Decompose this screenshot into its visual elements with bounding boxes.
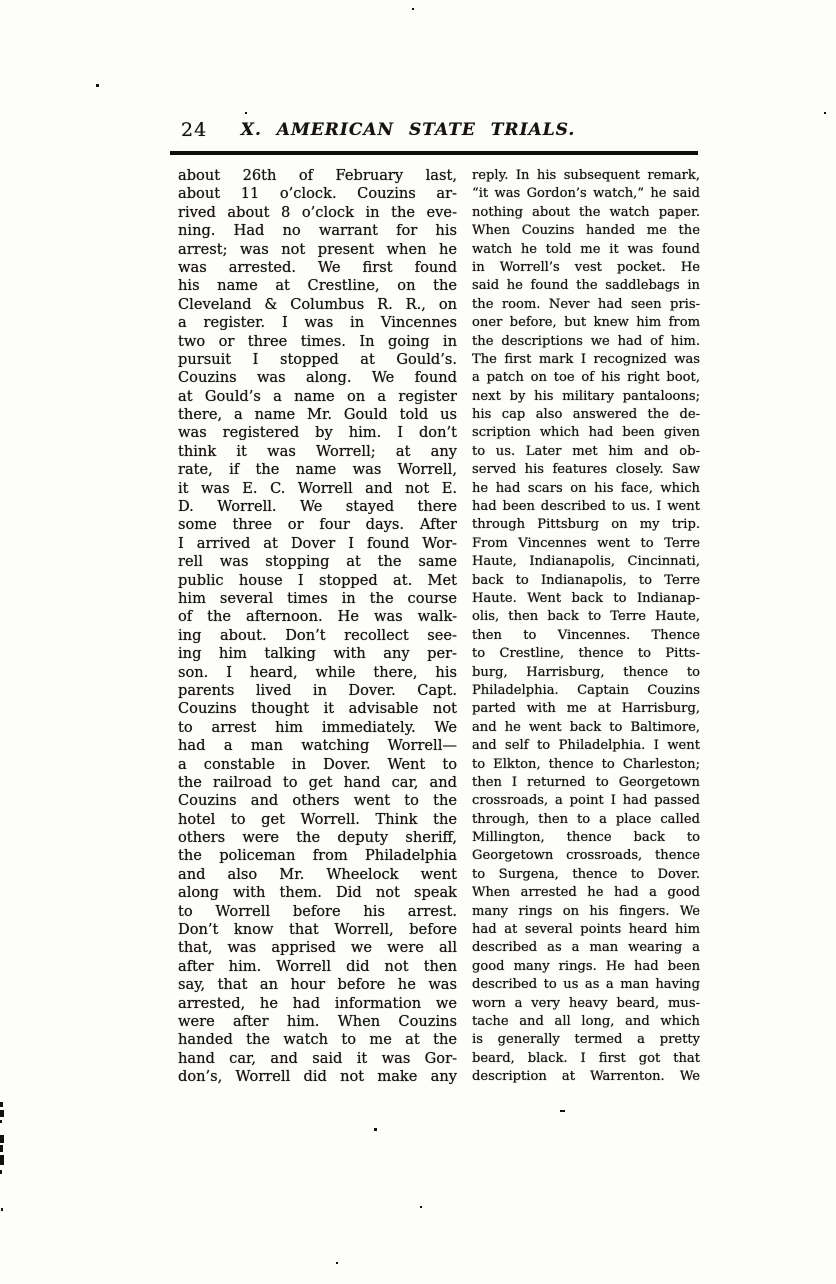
- text-line: the room. Never had seen pris-: [472, 296, 700, 312]
- scan-speck: [96, 84, 99, 87]
- text-line: rate, if the name was Worrell,: [178, 461, 457, 479]
- text-line: watch he told me it was found: [472, 241, 700, 257]
- text-line: many rings on his fingers. We: [472, 903, 700, 919]
- scan-speck: [420, 1206, 422, 1208]
- text-line: then I returned to Georgetown: [472, 774, 700, 790]
- text-line: arrest; was not present when he: [178, 240, 457, 258]
- text-line: described as a man wearing a: [472, 940, 700, 956]
- text-line: beard, black. I first got that: [472, 1050, 700, 1066]
- text-line: Millington, thence back to: [472, 830, 700, 846]
- text-line: some three or four days. After: [178, 516, 457, 534]
- text-line: described to us as a man having: [472, 977, 700, 993]
- text-line: D. Worrell. We stayed there: [178, 498, 457, 516]
- text-line: is generally termed a pretty: [472, 1032, 700, 1048]
- text-line: it was E. C. Worrell and not E.: [178, 479, 457, 497]
- scan-edge-mark: [1, 1208, 3, 1211]
- text-line: and self to Philadelphia. I went: [472, 738, 700, 754]
- text-line: scription which had been given: [472, 425, 700, 441]
- text-line: ning. Had no warrant for his: [178, 222, 457, 240]
- text-line: and he went back to Baltimore,: [472, 719, 700, 735]
- text-line: ing him talking with any per-: [178, 645, 457, 663]
- text-line: ing about. Don’t recollect see-: [178, 626, 457, 644]
- text-line: about 11 o’clock. Couzins ar-: [178, 185, 457, 203]
- text-line: olis, then back to Terre Haute,: [472, 609, 700, 625]
- text-line: arrested, he had information we: [178, 994, 457, 1012]
- text-line: description at Warrenton. We: [472, 1069, 700, 1085]
- scan-edge-mark: [0, 1145, 3, 1152]
- text-line: then to Vincennes. Thence: [472, 627, 700, 643]
- text-line: next by his military pantaloons;: [472, 388, 700, 404]
- text-line: the policeman from Philadelphia: [178, 847, 457, 865]
- text-line: son. I heard, while there, his: [178, 663, 457, 681]
- scan-edge-mark: [0, 1155, 4, 1165]
- scan-speck: [374, 1128, 377, 1131]
- text-line: hotel to get Worrell. Think the: [178, 810, 457, 828]
- left-column: [178, 167, 457, 1087]
- text-line: I arrived at Dover I found Wor-: [178, 534, 457, 552]
- text-line: at Gould’s a name on a register: [178, 387, 457, 405]
- text-line: along with them. Did not speak: [178, 884, 457, 902]
- text-line: served his features closely. Saw: [472, 462, 700, 478]
- text-line: two or three times. In going in: [178, 332, 457, 350]
- text-line: parents lived in Dover. Capt.: [178, 681, 457, 699]
- text-line: burg, Harrisburg, thence to: [472, 664, 700, 680]
- scan-edge-mark: [0, 1110, 4, 1117]
- scan-edge-mark: [0, 1170, 2, 1174]
- text-line: a constable in Dover. Went to: [178, 755, 457, 773]
- text-line: were after him. When Couzins: [178, 1012, 457, 1030]
- text-line: to Surgena, thence to Dover.: [472, 866, 700, 882]
- scan-speck: [336, 1262, 338, 1264]
- running-header: X. AMERICAN STATE TRIALS.: [240, 120, 576, 140]
- text-line: don’s, Worrell did not make any: [178, 1068, 457, 1086]
- text-line: Don’t know that Worrell, before: [178, 921, 457, 939]
- text-line: rived about 8 o’clock in the eve-: [178, 203, 457, 221]
- text-line: about 26th of February last,: [178, 167, 457, 184]
- text-line: through Pittsburg on my trip.: [472, 517, 700, 533]
- text-line: When Couzins handed me the: [472, 223, 700, 239]
- scan-edge-mark: [0, 1120, 2, 1123]
- scan-speck: [824, 112, 826, 114]
- scan-speck: [412, 8, 414, 10]
- text-line: of the afternoon. He was walk-: [178, 608, 457, 626]
- text-line: his cap also answered the de-: [472, 407, 700, 423]
- text-line: nothing about the watch paper.: [472, 204, 700, 220]
- text-line: back to Indianapolis, to Terre: [472, 572, 700, 588]
- text-line: there, a name Mr. Gould told us: [178, 406, 457, 424]
- text-line: him several times in the course: [178, 589, 457, 607]
- scan-edge-mark: [0, 1102, 3, 1107]
- text-line: after him. Worrell did not then: [178, 957, 457, 975]
- text-line: rell was stopping at the same: [178, 553, 457, 571]
- text-line: had at several points heard him: [472, 922, 700, 938]
- text-line: think it was Worrell; at any: [178, 442, 457, 460]
- text-line: “it was Gordon’s watch,” he said: [472, 186, 700, 202]
- text-line: Philadelphia. Captain Couzins: [472, 682, 700, 698]
- text-line: Couzins and others went to the: [178, 792, 457, 810]
- text-line: to Worrell before his arrest.: [178, 902, 457, 920]
- text-line: to Elkton, thence to Charleston;: [472, 756, 700, 772]
- text-line: When arrested he had a good: [472, 885, 700, 901]
- text-line: Couzins thought it advisable not: [178, 700, 457, 718]
- text-line: reply. In his subsequent remark,: [472, 168, 700, 183]
- text-line: The first mark I recognized was: [472, 351, 700, 367]
- text-line: was arrested. We first found: [178, 258, 457, 276]
- scan-speck: [560, 1110, 565, 1112]
- right-column: [472, 167, 700, 1087]
- scan-edge-mark: [0, 1135, 4, 1143]
- text-line: From Vincennes went to Terre: [472, 535, 700, 551]
- text-line: public house I stopped at. Met: [178, 571, 457, 589]
- text-line: Couzins was along. We found: [178, 369, 457, 387]
- text-line: his name at Crestline, on the: [178, 277, 457, 295]
- text-line: tache and all long, and which: [472, 1013, 700, 1029]
- text-line: said he found the saddlebags in: [472, 278, 700, 294]
- text-line: to Crestline, thence to Pitts-: [472, 646, 700, 662]
- text-line: in Worrell’s vest pocket. He: [472, 259, 700, 275]
- text-line: pursuit I stopped at Gould’s.: [178, 350, 457, 368]
- text-line: Haute. Went back to Indianap-: [472, 590, 700, 606]
- page-number: 24: [181, 119, 208, 141]
- text-line: that, was apprised we were all: [178, 939, 457, 957]
- text-line: had been described to us. I went: [472, 499, 700, 515]
- text-line: Cleveland & Columbus R. R., on: [178, 295, 457, 313]
- text-line: Haute, Indianapolis, Cincinnati,: [472, 554, 700, 570]
- text-line: was registered by him. I don’t: [178, 424, 457, 442]
- text-line: Georgetown crossroads, thence: [472, 848, 700, 864]
- text-line: worn a very heavy beard, mus-: [472, 995, 700, 1011]
- text-line: say, that an hour before he was: [178, 976, 457, 994]
- text-line: to us. Later met him and ob-: [472, 443, 700, 459]
- text-line: a register. I was in Vincennes: [178, 314, 457, 332]
- header-rule: [170, 151, 698, 155]
- text-line: through, then to a place called: [472, 811, 700, 827]
- text-line: the railroad to get hand car, and: [178, 773, 457, 791]
- text-line: parted with me at Harrisburg,: [472, 701, 700, 717]
- text-line: the descriptions we had of him.: [472, 333, 700, 349]
- text-line: others were the deputy sheriff,: [178, 829, 457, 847]
- text-line: oner before, but knew him from: [472, 315, 700, 331]
- text-line: crossroads, a point I had passed: [472, 793, 700, 809]
- text-line: and also Mr. Wheelock went: [178, 865, 457, 883]
- text-line: had a man watching Worrell—: [178, 737, 457, 755]
- text-line: he had scars on his face, which: [472, 480, 700, 496]
- text-line: to arrest him immediately. We: [178, 718, 457, 736]
- scan-speck: [245, 112, 247, 114]
- text-line: hand car, and said it was Gor-: [178, 1049, 457, 1067]
- text-line: handed the watch to me at the: [178, 1031, 457, 1049]
- text-line: a patch on toe of his right boot,: [472, 370, 700, 386]
- text-line: good many rings. He had been: [472, 958, 700, 974]
